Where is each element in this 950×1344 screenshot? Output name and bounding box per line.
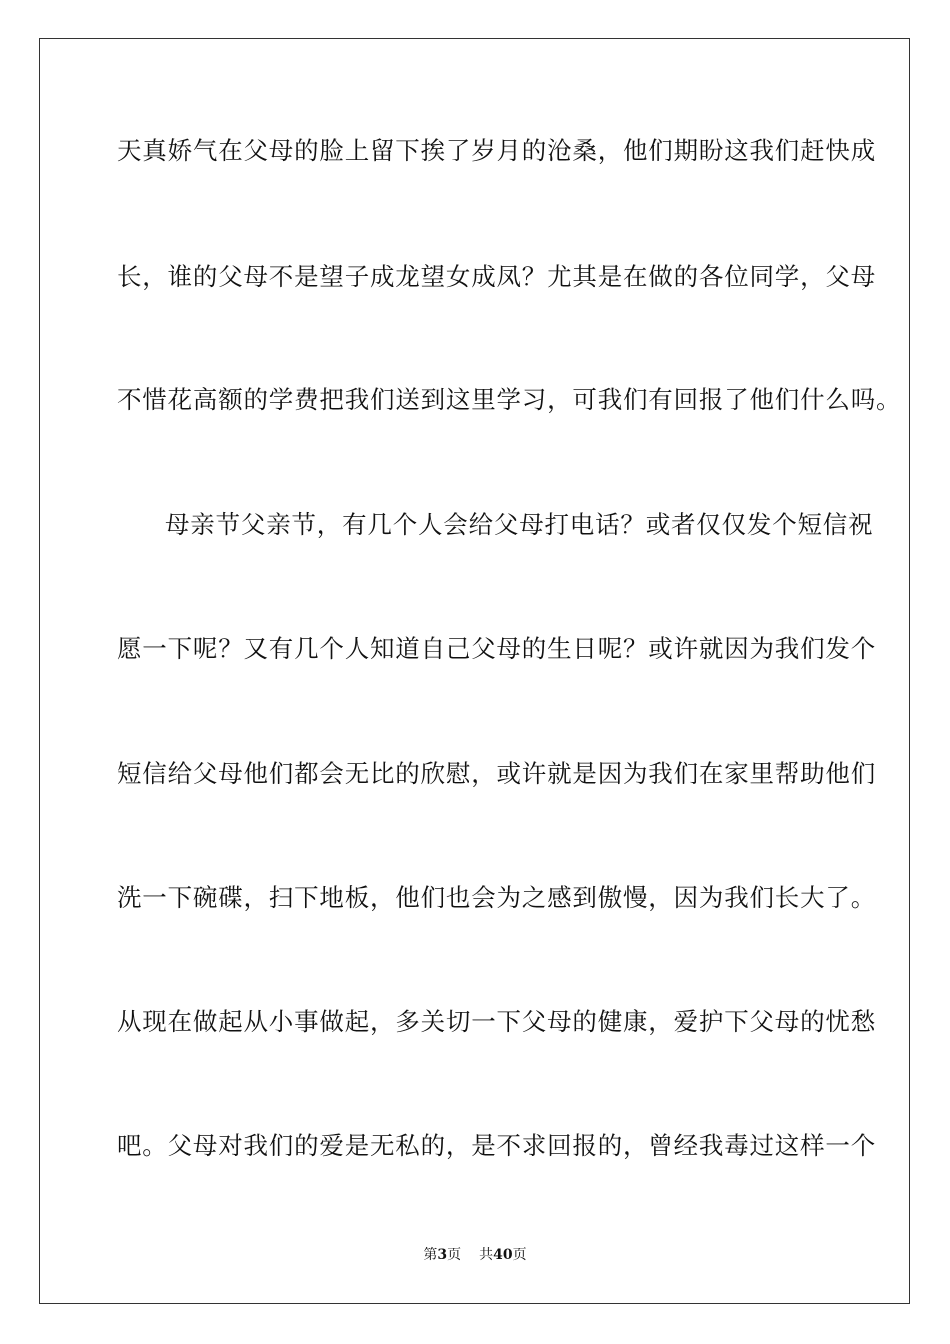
paragraph-first-line: 母亲节父亲节，有几个人会给父母打电话？或者仅仅发个短信祝 (165, 510, 874, 539)
total-number: 40 (493, 1247, 513, 1263)
total-prefix: 共 (479, 1247, 494, 1263)
page-prefix: 第 (423, 1247, 438, 1263)
body-text-line: 长，谁的父母不是望子成龙望女成凤？尤其是在做的各位同学，父母 (117, 262, 876, 291)
page-suffix: 页 (447, 1247, 462, 1263)
page-number: 3 (437, 1247, 448, 1263)
body-text-line: 愿一下呢？又有几个人知道自己父母的生日呢？或许就因为我们发个 (117, 634, 876, 663)
page-footer (0, 1245, 950, 1265)
body-text-line: 不惜花高额的学费把我们送到这里学习，可我们有回报了他们什么吗。 (117, 385, 902, 414)
total-suffix: 页 (512, 1247, 527, 1263)
total-pages (479, 1247, 526, 1263)
page-border (39, 38, 910, 1304)
body-text-line: 吧。父母对我们的爱是无私的，是不求回报的，曾经我毒过这样一个 (117, 1131, 876, 1160)
body-text-line: 洗一下碗碟，扫下地板，他们也会为之感到傲慢，因为我们长大了。 (117, 883, 876, 912)
body-text-line: 从现在做起从小事做起，多关切一下父母的健康，爱护下父母的忧愁 (117, 1007, 876, 1036)
page-indicator (423, 1247, 461, 1263)
body-text-line: 天真娇气在父母的脸上留下挨了岁月的沧桑，他们期盼这我们赶快成 (117, 136, 876, 165)
body-text-line: 短信给父母他们都会无比的欣慰，或许就是因为我们在家里帮助他们 (117, 759, 876, 788)
